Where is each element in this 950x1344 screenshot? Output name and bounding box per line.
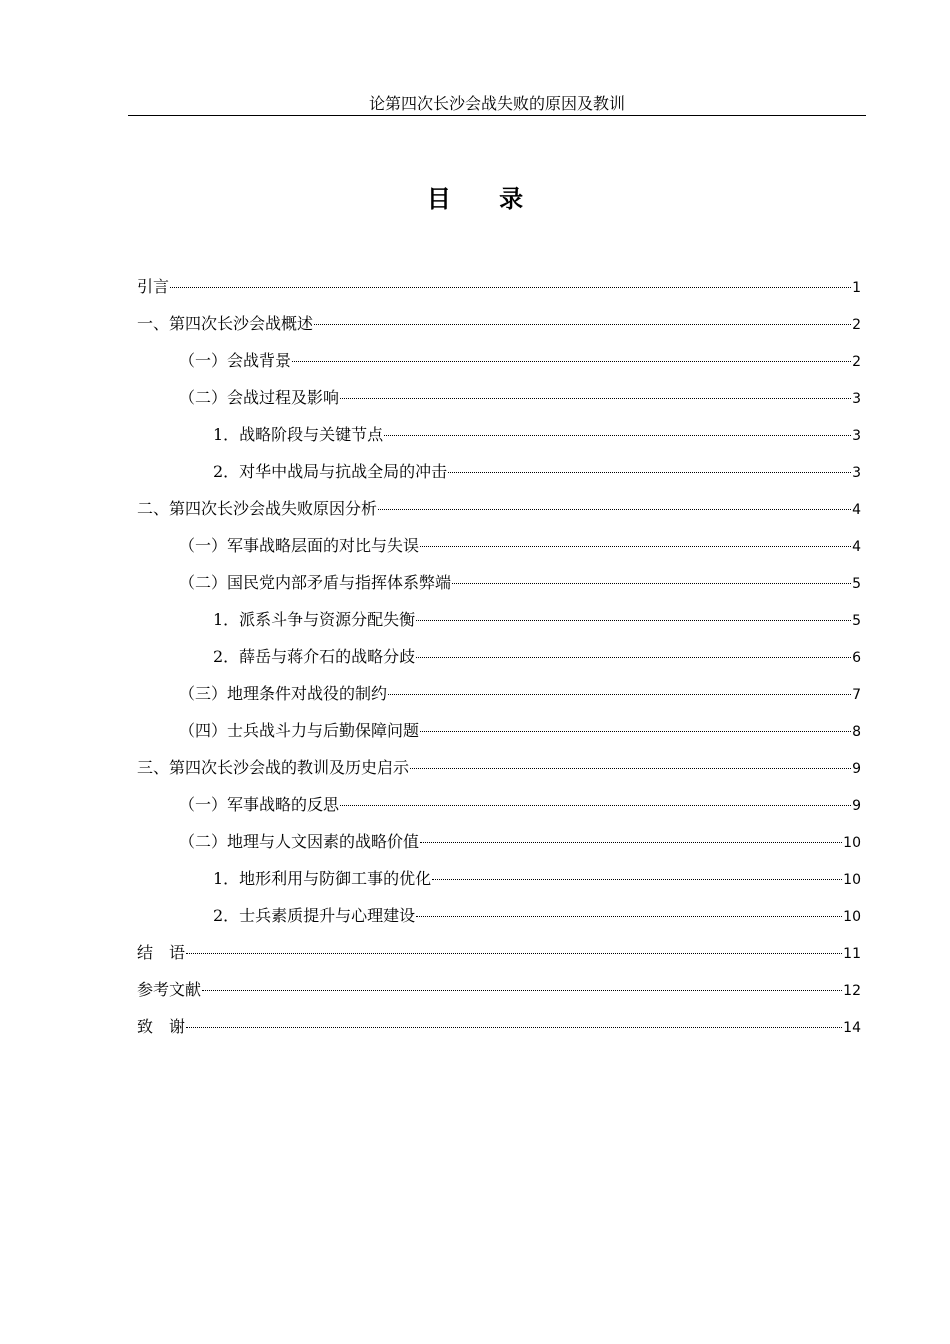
toc-entry-text: 1．派系斗争与资源分配失衡 [213,610,416,629]
toc-entry[interactable] [137,644,861,681]
toc-dot-leader [416,620,851,621]
toc-page-number: 4 [852,539,861,555]
toc-entry-text: （三）地理条件对战役的制约 [179,684,388,703]
toc-entry-text: （一）军事战略的反思 [179,795,340,814]
toc-page-number: 7 [852,687,861,703]
toc-dot-leader [388,694,851,695]
toc-dot-leader [170,287,851,288]
toc-entry-text: 一、第四次长沙会战概述 [137,314,314,333]
toc-entry-text: 结 语 [137,943,186,962]
toc-entry[interactable] [137,496,861,533]
toc-entry-text: 三、第四次长沙会战的教训及历史启示 [137,758,410,777]
toc-entry[interactable] [137,422,861,459]
toc-entry-text: （一）会战背景 [179,351,292,370]
toc-entry[interactable] [137,866,861,903]
toc-entry-text: 致 谢 [137,1017,186,1036]
toc-entry[interactable] [137,977,861,1014]
toc-entry-text: 1．战略阶段与关键节点 [213,425,384,444]
toc-page-number: 14 [843,1020,861,1036]
toc-dot-leader [378,509,851,510]
toc-entry-text: （二）国民党内部矛盾与指挥体系弊端 [179,573,452,592]
toc-dot-leader [432,879,842,880]
toc-dot-leader [420,842,842,843]
toc-page-number: 4 [852,502,861,518]
toc-page-number: 3 [852,428,861,444]
toc-entry[interactable] [137,348,861,385]
toc-entry-text: （二）会战过程及影响 [179,388,340,407]
toc-page-number: 12 [843,983,861,999]
toc-list [137,274,861,1051]
toc-page-number: 5 [852,613,861,629]
toc-entry-text: 1．地形利用与防御工事的优化 [213,869,432,888]
toc-entry-text: 二、第四次长沙会战失败原因分析 [137,499,378,518]
toc-entry[interactable] [137,755,861,792]
toc-title: 目 录 [426,185,544,213]
toc-entry-text: （二）地理与人文因素的战略价值 [179,832,420,851]
toc-dot-leader [340,398,851,399]
toc-entry[interactable] [137,940,861,977]
toc-entry-text: 2．士兵素质提升与心理建设 [213,906,416,925]
toc-entry[interactable] [137,607,861,644]
toc-entry[interactable] [137,274,861,311]
toc-entry[interactable] [137,459,861,496]
toc-entry[interactable] [137,570,861,607]
toc-entry[interactable] [137,718,861,755]
toc-dot-leader [186,1027,842,1028]
toc-entry-text: 2．薛岳与蒋介石的战略分歧 [213,647,416,666]
toc-entry[interactable] [137,385,861,422]
toc-entry[interactable] [137,829,861,866]
toc-page-number: 9 [852,798,861,814]
toc-page-number: 10 [843,835,861,851]
toc-dot-leader [202,990,842,991]
toc-page-number: 6 [852,650,861,666]
toc-entry[interactable] [137,311,861,348]
toc-dot-leader [314,324,851,325]
toc-page-number: 9 [852,761,861,777]
toc-page-number: 5 [852,576,861,592]
toc-page-number: 11 [843,946,861,962]
toc-entry[interactable] [137,792,861,829]
page-header: 论第四次长沙会战失败的原因及教训 [368,94,625,113]
toc-entry-text: （四）士兵战斗力与后勤保障问题 [179,721,420,740]
toc-entry-text: （一）军事战略层面的对比与失误 [179,536,420,555]
toc-dot-leader [448,472,851,473]
toc-page-number: 2 [852,354,861,370]
toc-entry-text: 参考文献 [137,980,202,999]
toc-entry[interactable] [137,903,861,940]
toc-page-number: 2 [852,317,861,333]
toc-entry[interactable] [137,533,861,570]
toc-dot-leader [420,546,851,547]
toc-page-number: 10 [843,872,861,888]
toc-page-number: 8 [852,724,861,740]
toc-dot-leader [186,953,842,954]
toc-entry-text: 2．对华中战局与抗战全局的冲击 [213,462,448,481]
toc-page-number: 3 [852,465,861,481]
toc-entry[interactable] [137,681,861,718]
toc-dot-leader [420,731,851,732]
toc-dot-leader [292,361,851,362]
toc-dot-leader [416,916,842,917]
toc-dot-leader [416,657,851,658]
header-rule [128,115,866,116]
toc-page-number: 3 [852,391,861,407]
toc-dot-leader [452,583,851,584]
toc-dot-leader [384,435,851,436]
toc-page-number: 10 [843,909,861,925]
toc-entry-text: 引言 [137,277,170,296]
toc-entry[interactable] [137,1014,861,1051]
toc-page-number: 1 [852,280,861,296]
toc-dot-leader [340,805,851,806]
toc-dot-leader [410,768,851,769]
